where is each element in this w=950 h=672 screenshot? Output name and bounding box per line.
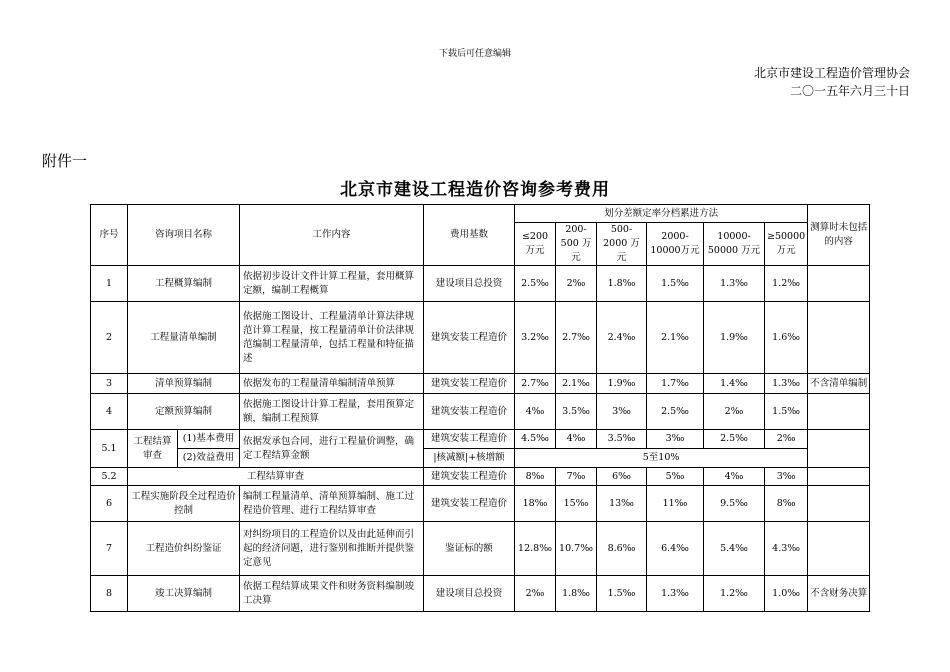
row-rate: 2.1‰ (647, 302, 704, 374)
row-rate: 8‰ (515, 468, 556, 486)
document-title: 北京市建设工程造价咨询参考费用 (340, 180, 610, 200)
row-item: 工程造价纠纷鉴证 (128, 522, 240, 576)
row-work: 依据初步设计文件计算工程量，套用概算定额，编制工程概算 (240, 266, 424, 302)
row-work: 依据工程结算成果文件和财务资料编制竣工决算 (240, 576, 424, 612)
row-rate: 12.8‰ (515, 522, 556, 576)
row-base: |核减额|+核增额 (424, 449, 515, 468)
row-item: 工程实施阶段全过程造价控制 (128, 486, 240, 522)
row-no: 5.2 (91, 468, 128, 486)
row-rate: 1.5‰ (647, 266, 704, 302)
row-no: 3 (91, 374, 128, 394)
row-no: 7 (91, 522, 128, 576)
row-rate: 3.2‰ (515, 302, 556, 374)
row-work: 依据施工图设计、工程量清单计算法律规范计算工程量，按工程量清单计价法律规范编制工程量清单，包括工程量和特征描述 (240, 302, 424, 374)
header-note: 测算时未包括的内容 (808, 205, 870, 266)
header-no: 序号 (91, 205, 128, 266)
row-base: 建筑安装工程造价 (424, 374, 515, 394)
row-rate-merged: 5至10% (515, 449, 808, 468)
fee-table (90, 204, 870, 612)
row-rate: 2‰ (704, 394, 765, 430)
row-rate: 2‰ (765, 430, 808, 449)
row-rate: 9.5‰ (704, 486, 765, 522)
row-subitem: (2)效益费用 (178, 449, 240, 468)
table-row (91, 486, 870, 522)
row-rate: 2.5‰ (515, 266, 556, 302)
row-work: 对纠纷项目的工程造价以及由此延伸而引起的经济问题，进行鉴别和推断并提供鉴定意见 (240, 522, 424, 576)
row-rate: 3‰ (647, 430, 704, 449)
row-no: 5.1 (91, 430, 128, 468)
row-item: 工程结算审查 (128, 468, 424, 486)
row-rate: 2‰ (515, 576, 556, 612)
row-rate: 2.7‰ (556, 302, 597, 374)
issue-date: 二〇一五年六月三十日 (789, 84, 910, 98)
table-row (91, 302, 870, 374)
row-work: 依据发布的工程量清单编制清单预算 (240, 374, 424, 394)
header-range: 2000-10000万元 (647, 223, 704, 266)
row-base: 建筑安装工程造价 (424, 486, 515, 522)
header-range: ≥50000 万元 (765, 223, 808, 266)
row-item: 定额预算编制 (128, 394, 240, 430)
top-note: 下载后可任意编辑 (438, 49, 511, 59)
row-rate: 3.5‰ (597, 430, 647, 449)
row-rate: 4.5‰ (515, 430, 556, 449)
row-rate: 1.8‰ (597, 266, 647, 302)
row-note (808, 522, 870, 576)
row-subitem: (1)基本费用 (178, 430, 240, 449)
row-item: 工程概算编制 (128, 266, 240, 302)
row-rate: 1.5‰ (765, 394, 808, 430)
row-base: 建筑安装工程造价 (424, 394, 515, 430)
table-row (91, 266, 870, 302)
row-rate: 13‰ (597, 486, 647, 522)
header-range: 10000-50000 万元 (704, 223, 765, 266)
row-note (808, 266, 870, 302)
row-work: 编制工程量清单、清单预算编制、施工过程造价管理、进行工程结算审查 (240, 486, 424, 522)
table-row (91, 522, 870, 576)
row-rate: 1.9‰ (597, 374, 647, 394)
table-row (91, 576, 870, 612)
header-work: 工作内容 (240, 205, 424, 266)
row-base: 建设项目总投资 (424, 266, 515, 302)
row-rate: 1.9‰ (704, 302, 765, 374)
row-rate: 1.2‰ (765, 266, 808, 302)
row-rate: 4.3‰ (765, 522, 808, 576)
row-rate: 6.4‰ (647, 522, 704, 576)
issuer: 北京市建设工程造价管理协会 (753, 66, 910, 80)
row-no: 1 (91, 266, 128, 302)
header-range: ≤200 万元 (515, 223, 556, 266)
row-rate: 3‰ (765, 468, 808, 486)
header-item: 咨询项目名称 (128, 205, 240, 266)
row-rate: 1.6‰ (765, 302, 808, 374)
row-rate: 1.7‰ (647, 374, 704, 394)
row-work: 依据发承包合同，进行工程量价调整，确定工程结算金额 (240, 430, 424, 468)
row-no: 2 (91, 302, 128, 374)
row-rate: 5‰ (647, 468, 704, 486)
row-item: 清单预算编制 (128, 374, 240, 394)
table-row (91, 430, 870, 449)
row-base: 建筑安装工程造价 (424, 430, 515, 449)
row-no: 4 (91, 394, 128, 430)
row-work: 依据施工图设计计算工程量，套用预算定额，编制工程预算 (240, 394, 424, 430)
row-rate: 4‰ (556, 430, 597, 449)
row-rate: 2.5‰ (704, 430, 765, 449)
row-group: 工程结算审查 (128, 430, 178, 468)
row-rate: 8.6‰ (597, 522, 647, 576)
row-rate: 18‰ (515, 486, 556, 522)
row-rate: 11‰ (647, 486, 704, 522)
row-rate: 10.7‰ (556, 522, 597, 576)
row-rate: 5.4‰ (704, 522, 765, 576)
row-note (808, 430, 870, 468)
table-row (91, 374, 870, 394)
row-item: 竣工决算编制 (128, 576, 240, 612)
row-no: 6 (91, 486, 128, 522)
row-note: 不含财务决算 (808, 576, 870, 612)
row-note (808, 486, 870, 522)
row-rate: 1.3‰ (765, 374, 808, 394)
row-rate: 4‰ (704, 468, 765, 486)
table-row (91, 394, 870, 430)
row-rate: 1.5‰ (597, 576, 647, 612)
row-note (808, 468, 870, 486)
row-rate: 15‰ (556, 486, 597, 522)
row-base: 建设项目总投资 (424, 576, 515, 612)
row-rate: 2.7‰ (515, 374, 556, 394)
row-rate: 8‰ (765, 486, 808, 522)
row-rate: 2‰ (556, 266, 597, 302)
row-rate: 7‰ (556, 468, 597, 486)
row-no: 8 (91, 576, 128, 612)
row-rate: 3.5‰ (556, 394, 597, 430)
row-note: 不含清单编制 (808, 374, 870, 394)
row-rate: 2.1‰ (556, 374, 597, 394)
row-rate: 1.3‰ (647, 576, 704, 612)
row-rate: 1.2‰ (704, 576, 765, 612)
header-range: 200-500 万元 (556, 223, 597, 266)
row-rate: 4‰ (515, 394, 556, 430)
row-note (808, 394, 870, 430)
table-row (91, 449, 870, 468)
row-rate: 2.4‰ (597, 302, 647, 374)
header-base: 费用基数 (424, 205, 515, 266)
row-note (808, 302, 870, 374)
row-rate: 3‰ (597, 394, 647, 430)
table-row (91, 468, 870, 486)
row-rate: 1.0‰ (765, 576, 808, 612)
header-method: 划分差额定率分档累进方法 (515, 205, 808, 223)
header-range: 500-2000 万元 (597, 223, 647, 266)
row-rate: 6‰ (597, 468, 647, 486)
row-item: 工程量清单编制 (128, 302, 240, 374)
row-rate: 1.8‰ (556, 576, 597, 612)
row-base: 建筑安装工程造价 (424, 468, 515, 486)
row-base: 鉴证标的额 (424, 522, 515, 576)
row-rate: 1.3‰ (704, 266, 765, 302)
row-rate: 1.4‰ (704, 374, 765, 394)
annex-label: 附件一 (42, 152, 88, 170)
row-base: 建筑安装工程造价 (424, 302, 515, 374)
row-rate: 2.5‰ (647, 394, 704, 430)
